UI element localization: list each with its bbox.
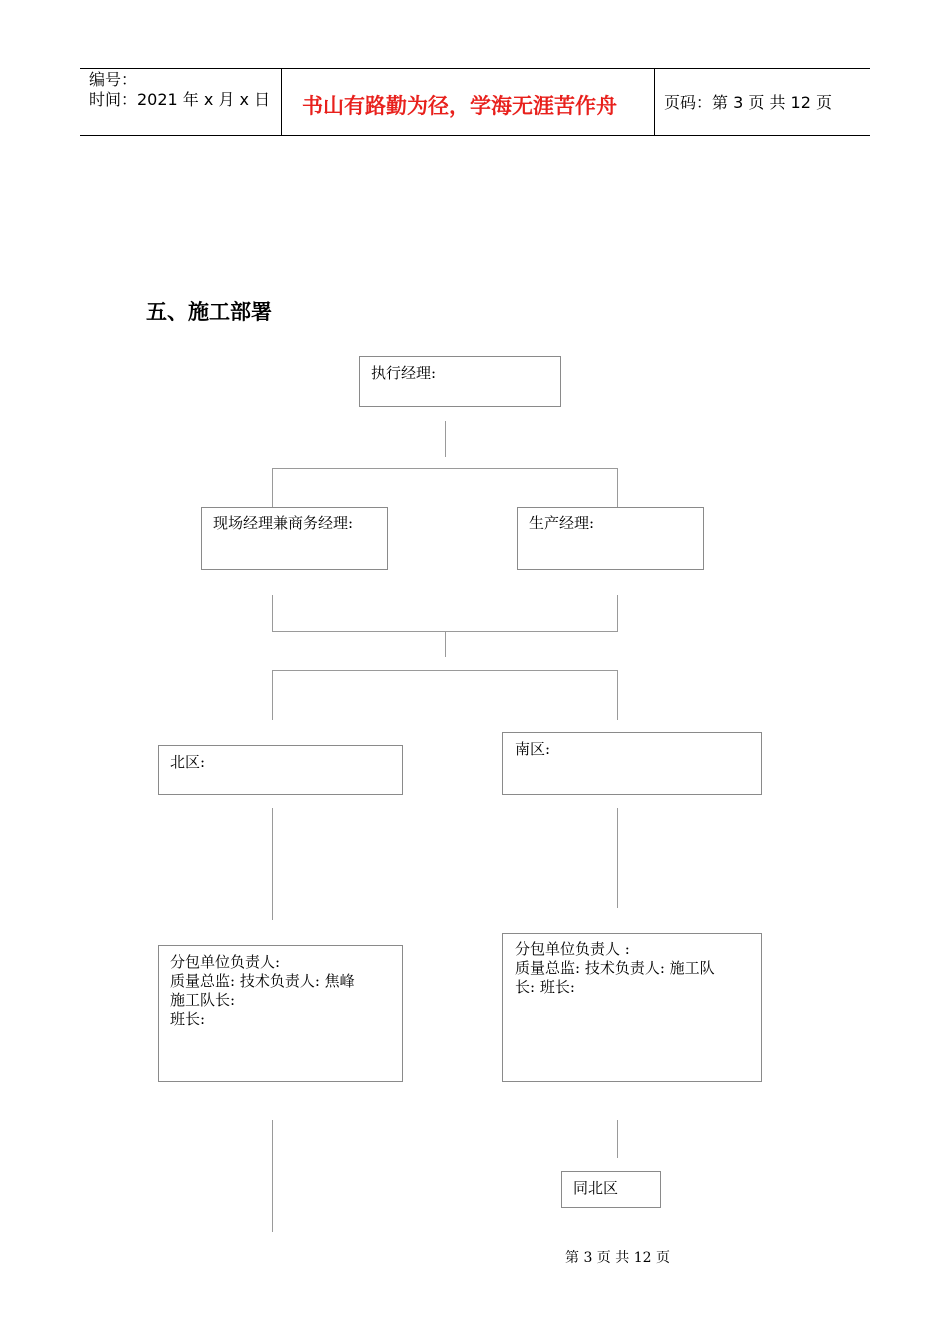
same-as-north-label: 同北区 <box>573 1179 619 1197</box>
connector <box>617 808 618 908</box>
connector <box>445 421 446 457</box>
connector <box>617 670 618 720</box>
connector <box>272 808 273 920</box>
south-zone-label: 南区: <box>515 740 551 758</box>
connector <box>445 631 446 657</box>
north-sub-line1: 分包单位负责人: <box>170 953 281 971</box>
header-divider-left <box>281 68 282 136</box>
north-sub-line4: 班长: <box>170 1010 206 1028</box>
connector <box>272 595 273 632</box>
connector <box>272 468 618 469</box>
site-manager-label: 现场经理兼商务经理: <box>213 514 354 532</box>
north-sub-line3: 施工队长: <box>170 991 236 1009</box>
executive-manager-label: 执行经理: <box>371 364 437 382</box>
header-bottom-border <box>80 135 870 136</box>
north-zone-label: 北区: <box>170 753 206 771</box>
production-manager-label: 生产经理: <box>529 514 595 532</box>
connector <box>272 1120 273 1232</box>
connector <box>272 468 273 508</box>
south-sub-line2: 质量总监: 技术负责人: 施工队 <box>515 959 715 977</box>
header-divider-right <box>654 68 655 136</box>
connector <box>272 670 273 720</box>
date-label: 时间：2021 年 x 月 x 日 <box>89 90 271 109</box>
connector <box>617 595 618 632</box>
header-top-border <box>80 68 870 69</box>
section-title: 五、施工部署 <box>146 299 272 324</box>
connector <box>272 670 618 671</box>
north-sub-line2: 质量总监: 技术负责人: 焦峰 <box>170 972 355 990</box>
south-sub-line3: 长: 班长: <box>515 978 575 996</box>
header-motto: 书山有路勤为径，学海无涯苦作舟 <box>302 94 617 118</box>
page-info: 页码：第 3 页 共 12 页 <box>664 93 832 112</box>
south-sub-line1: 分包单位负责人 : <box>515 940 630 958</box>
connector <box>617 468 618 508</box>
page-footer: 第 3 页 共 12 页 <box>565 1250 670 1266</box>
serial-label: 编号： <box>89 70 138 89</box>
connector <box>617 1120 618 1158</box>
